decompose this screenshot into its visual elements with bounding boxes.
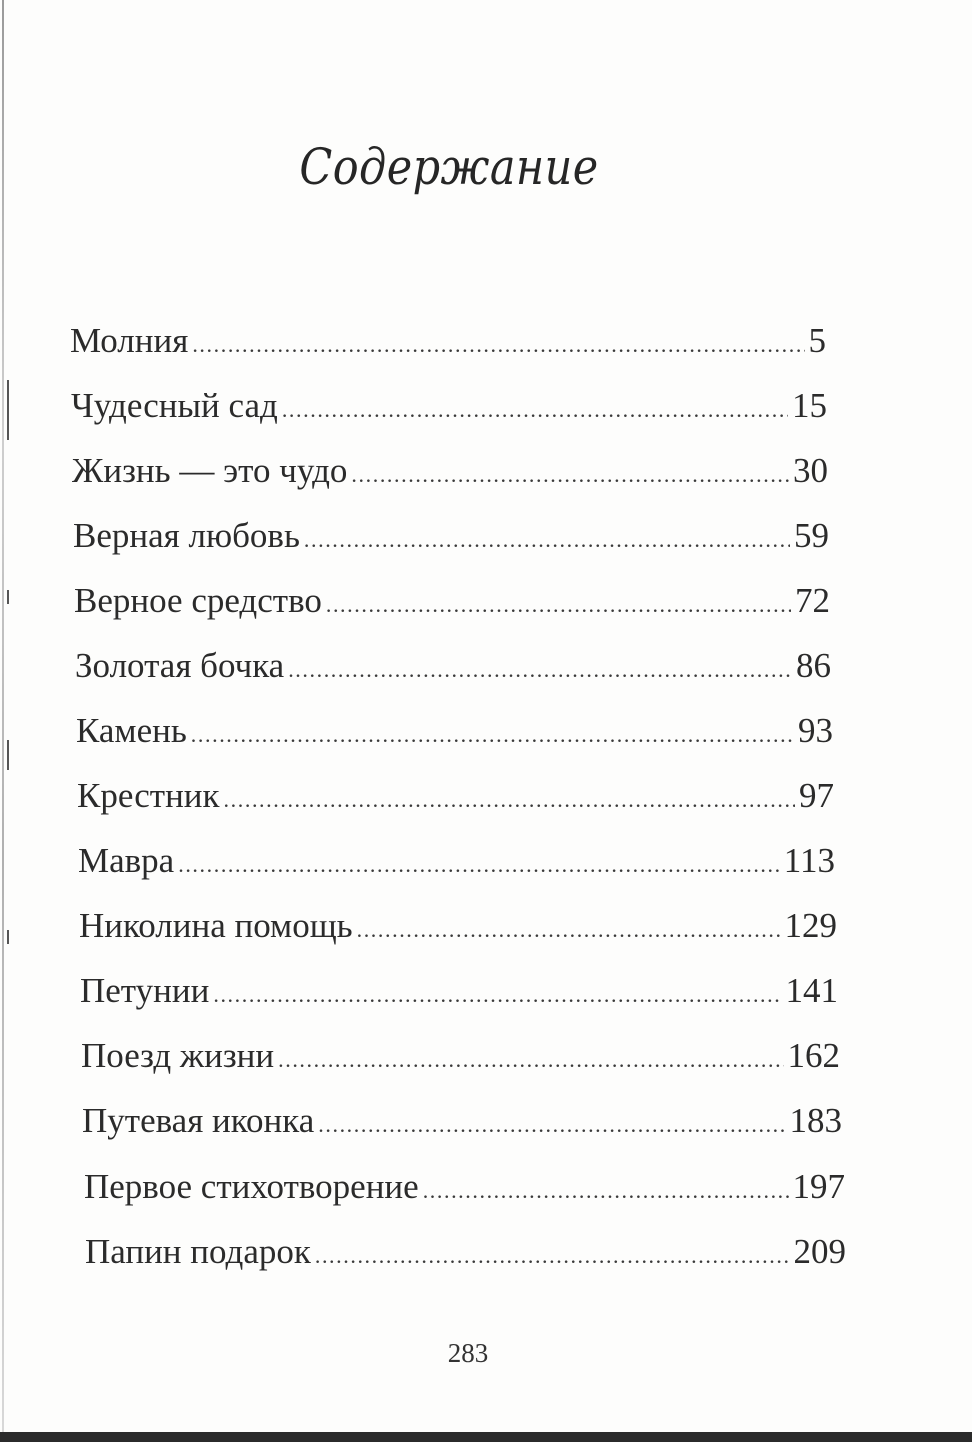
toc-entry-title: Жизнь — это чудо	[72, 451, 348, 490]
page-number: 283	[447, 1338, 489, 1368]
toc-entry	[82, 1096, 842, 1146]
toc-entry-title: Верная любовь	[73, 516, 300, 555]
toc-entry-page: 30	[793, 451, 828, 490]
toc-entry-page: 97	[799, 776, 834, 815]
toc-leader-dots	[326, 580, 791, 630]
toc-leader-dots	[351, 450, 789, 500]
toc-entry	[85, 1227, 846, 1277]
toc-entry-page: 5	[808, 321, 826, 360]
toc-entry	[78, 836, 835, 886]
toc-entry-title: Камень	[76, 711, 187, 750]
toc-entry-page: 72	[795, 581, 830, 620]
toc-entry	[70, 316, 826, 366]
toc-leader-dots	[192, 320, 804, 370]
toc-entry	[77, 771, 834, 821]
toc-entry	[72, 446, 828, 496]
toc-entry	[73, 511, 829, 561]
toc-leader-dots	[357, 905, 781, 955]
toc-leader-dots	[191, 710, 794, 760]
toc-entry	[74, 576, 830, 626]
toc-entry-title: Первое стихотворение	[84, 1167, 419, 1206]
toc-entry-page: 59	[794, 516, 829, 555]
toc-leader-dots	[178, 840, 780, 890]
toc-entry-page: 197	[792, 1167, 845, 1206]
toc-entry-title: Золотая бочка	[75, 646, 285, 685]
toc-entry-page: 93	[798, 711, 833, 750]
toc-entry-page: 141	[785, 971, 838, 1010]
toc-leader-dots	[304, 515, 790, 565]
toc-entry-title: Поезд жизни	[81, 1036, 275, 1075]
toc-entry-title: Молния	[70, 321, 189, 360]
toc-entry-title: Путевая иконка	[82, 1101, 315, 1140]
toc-entry-title: Мавра	[78, 841, 175, 880]
toc-leader-dots	[318, 1100, 785, 1150]
toc-entry	[71, 381, 827, 431]
toc-entry-page: 129	[784, 906, 837, 945]
toc-leader-dots	[282, 385, 788, 435]
toc-leader-dots	[288, 645, 792, 695]
toc-entry-title: Николина помощь	[79, 906, 353, 945]
toc-entry	[76, 706, 833, 756]
toc-entry-page: 15	[792, 386, 827, 425]
toc-leader-dots	[224, 775, 795, 825]
toc-entry	[75, 641, 831, 691]
toc-entry-page: 162	[787, 1036, 840, 1075]
toc-entry-title: Верное средство	[74, 581, 322, 620]
toc-leader-dots	[315, 1231, 790, 1281]
toc-entry	[80, 966, 838, 1016]
toc-entry-page: 209	[793, 1232, 846, 1271]
toc-entry-title: Чудесный сад	[71, 386, 278, 425]
toc-entry-page: 86	[796, 646, 831, 685]
toc-entry-page: 113	[783, 841, 835, 880]
scan-bottom-edge	[0, 1432, 972, 1442]
toc-leader-dots	[213, 970, 781, 1020]
toc-entry-title: Крестник	[77, 776, 220, 815]
page-title: Содержание	[299, 138, 599, 196]
toc-entry-title: Папин подарок	[85, 1232, 311, 1271]
toc-leader-dots	[423, 1166, 789, 1216]
toc-entry	[79, 901, 837, 951]
toc-entry	[81, 1031, 840, 1081]
toc-entry-page: 183	[789, 1101, 842, 1140]
toc-leader-dots	[278, 1035, 783, 1085]
toc-entry	[84, 1162, 845, 1212]
toc-entry-title: Петунии	[80, 971, 210, 1010]
